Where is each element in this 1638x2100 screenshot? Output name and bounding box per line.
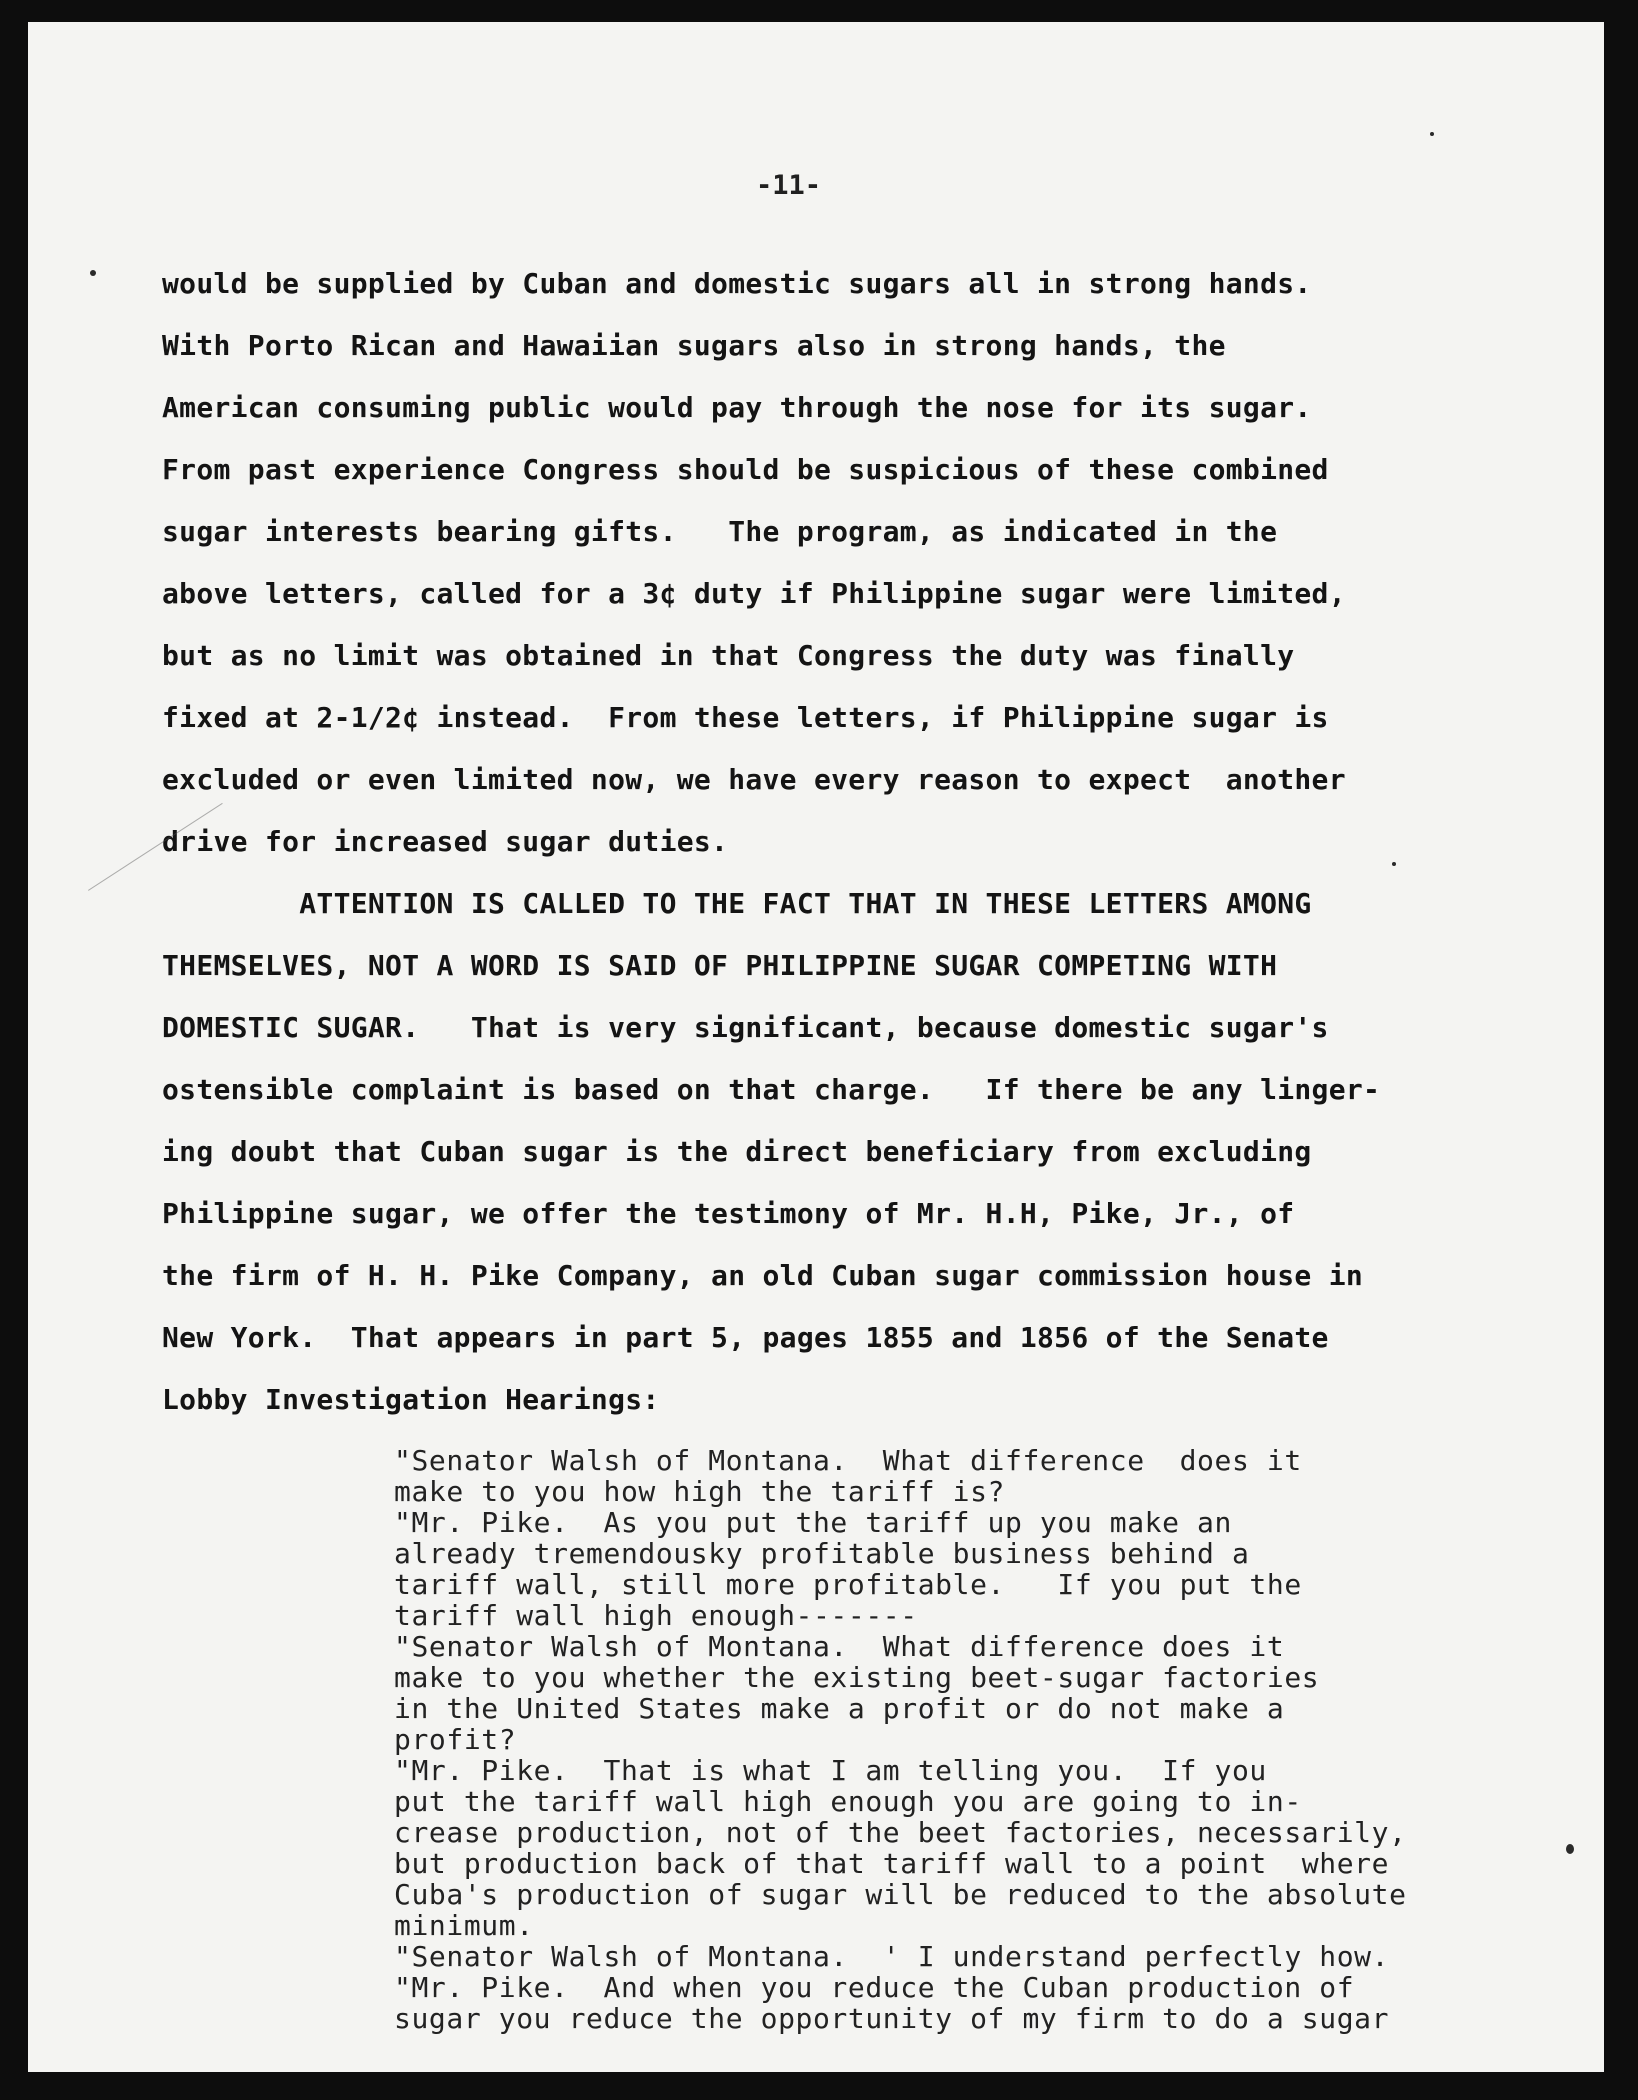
body-line-19: Lobby Investigation Hearings: xyxy=(162,1383,660,1416)
scan-speck xyxy=(1392,862,1396,866)
quote-line-12: put the tariff wall high enough you are going to in- xyxy=(394,1785,1302,1818)
body-line-14: ostensible complaint is based on that charge. If there be any linger- xyxy=(162,1073,1381,1106)
quote-line-1: "Senator Walsh of Montana. What difference does it xyxy=(394,1444,1302,1477)
quote-line-2: make to you how high the tariff is? xyxy=(394,1475,1006,1508)
quote-line-9: in the United States make a profit or do not make a xyxy=(394,1692,1285,1725)
paper-sheet xyxy=(28,22,1604,2072)
quote-line-19: sugar you reduce the opportunity of my firm to do a sugar xyxy=(394,2002,1390,2035)
quote-line-13: crease production, not of the beet factories, necessarily, xyxy=(394,1816,1407,1849)
page-number: -11- xyxy=(756,170,822,201)
body-line-15: ing doubt that Cuban sugar is the direct beneficiary from excluding xyxy=(162,1135,1312,1168)
quote-line-7: "Senator Walsh of Montana. What difference does it xyxy=(394,1630,1285,1663)
quote-line-5: tariff wall, still more profitable. If you put the xyxy=(394,1568,1302,1601)
body-line-11: ATTENTION IS CALLED TO THE FACT THAT IN THESE LETTERS AMONG xyxy=(162,887,1312,920)
body-line-10: drive for increased sugar duties. xyxy=(162,825,729,858)
quote-line-18: "Mr. Pike. And when you reduce the Cuban production of xyxy=(394,1971,1355,2004)
body-line-4: From past experience Congress should be suspicious of these combined xyxy=(162,453,1329,486)
quote-line-14: but production back of that tariff wall to a point where xyxy=(394,1847,1390,1880)
body-line-1: would be supplied by Cuban and domestic sugars all in strong hands. xyxy=(162,267,1312,300)
body-line-12: THEMSELVES, NOT A WORD IS SAID OF PHILIPPINE SUGAR COMPETING WITH xyxy=(162,949,1278,982)
body-line-9: excluded or even limited now, we have every reason to expect another xyxy=(162,763,1346,796)
quote-line-3: "Mr. Pike. As you put the tariff up you make an xyxy=(394,1506,1232,1539)
quote-line-4: already tremendousky profitable business behind a xyxy=(394,1537,1250,1570)
quote-line-6: tariff wall high enough------- xyxy=(394,1599,918,1632)
body-line-18: New York. That appears in part 5, pages 1855 and 1856 of the Senate xyxy=(162,1321,1329,1354)
body-line-7: but as no limit was obtained in that Congress the duty was finally xyxy=(162,639,1295,672)
quote-line-8: make to you whether the existing beet-sugar factories xyxy=(394,1661,1320,1694)
body-line-16: Philippine sugar, we offer the testimony of Mr. H.H, Pike, Jr., of xyxy=(162,1197,1295,1230)
quote-line-10: profit? xyxy=(394,1723,517,1756)
body-line-17: the firm of H. H. Pike Company, an old Cuban sugar commission house in xyxy=(162,1259,1364,1292)
body-line-5: sugar interests bearing gifts. The program, as indicated in the xyxy=(162,515,1278,548)
body-line-2: With Porto Rican and Hawaiian sugars also in strong hands, the xyxy=(162,329,1226,362)
scan-speck xyxy=(90,270,96,276)
quote-line-11: "Mr. Pike. That is what I am telling you. If you xyxy=(394,1754,1267,1787)
body-line-13: DOMESTIC SUGAR. That is very significant, because domestic sugar's xyxy=(162,1011,1329,1044)
body-line-3: American consuming public would pay through the nose for its sugar. xyxy=(162,391,1312,424)
quote-line-15: Cuba's production of sugar will be reduced to the absolute xyxy=(394,1878,1407,1911)
scan-speck xyxy=(1430,132,1434,136)
scan-speck xyxy=(1566,1844,1574,1854)
body-line-6: above letters, called for a 3¢ duty if Philippine sugar were limited, xyxy=(162,577,1346,610)
body-line-8: fixed at 2-1/2¢ instead. From these letters, if Philippine sugar is xyxy=(162,701,1329,734)
quote-line-17: "Senator Walsh of Montana. ' I understand perfectly how. xyxy=(394,1940,1390,1973)
quote-line-16: minimum. xyxy=(394,1909,534,1942)
